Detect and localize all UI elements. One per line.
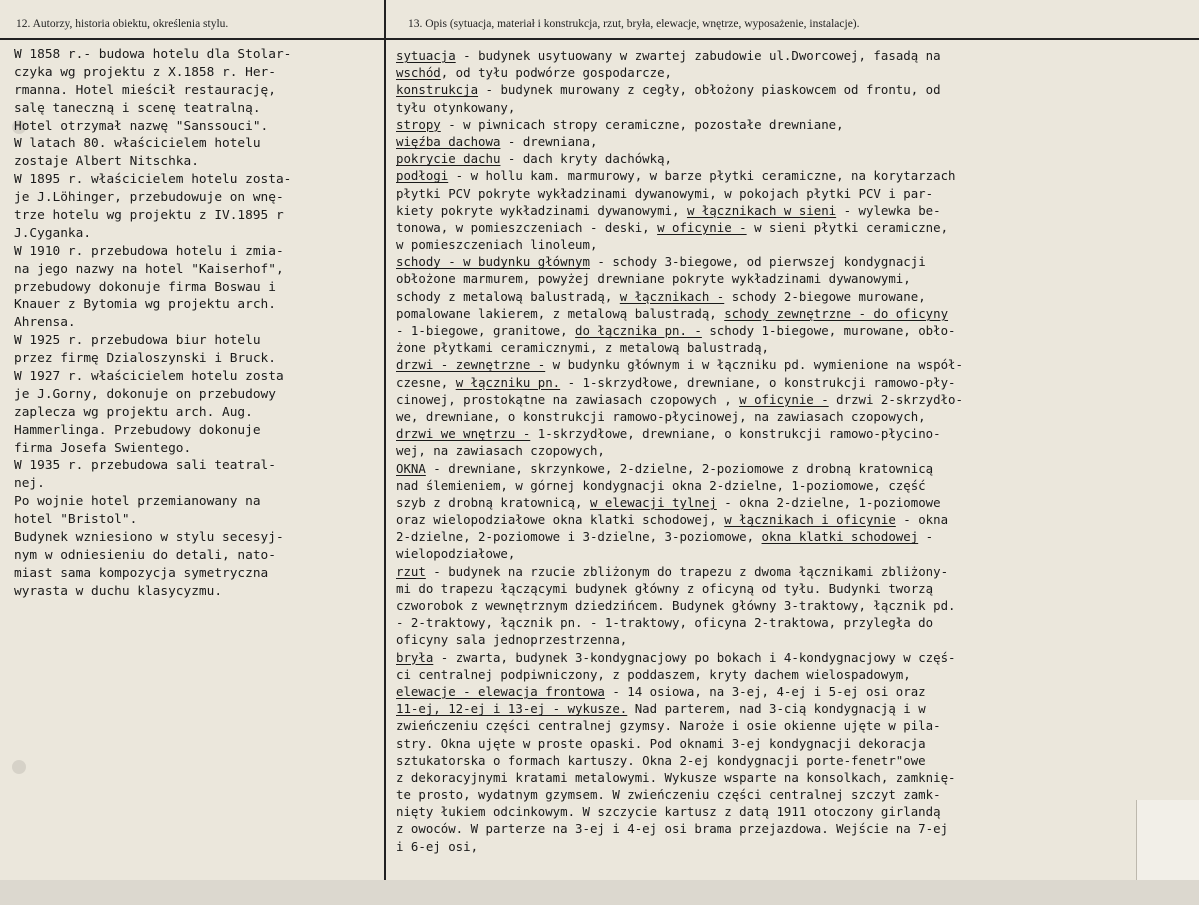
history-line: J.Cyganka. xyxy=(14,225,92,241)
description-text: - okna xyxy=(895,512,949,528)
description-text: - dach kryty dachówką, xyxy=(500,151,673,167)
description-line xyxy=(396,442,1176,459)
underlined-term: w elewacji tylnej xyxy=(589,494,717,510)
description-text: - 14 osiowa, na 3-ej, 4-ej i 5-ej osi oraz xyxy=(604,683,926,699)
history-line: zaplecza wg projektu arch. Aug. xyxy=(14,404,253,420)
description-text: i 6-ej osi, xyxy=(396,838,479,854)
underlined-term: sytuacja xyxy=(396,48,456,63)
history-line: trze hotelu wg projektu z IV.1895 r xyxy=(14,208,284,224)
underlined-term: w łącznikach w sieni xyxy=(686,202,837,218)
history-line: hotel "Bristol". xyxy=(14,512,138,528)
description-line xyxy=(396,563,1176,580)
description-line xyxy=(396,391,1176,408)
underlined-term: 11-ej, 12-ej i 13-ej - wykusze. xyxy=(396,701,628,717)
underlined-term: OKNA xyxy=(396,460,426,476)
description-line xyxy=(396,356,1176,373)
description-text: - 2-traktowy, łącznik pn. - 1-traktowy, oficyna 2-traktowa, przyległa do xyxy=(396,615,934,631)
underlined-term: w łącznikach i oficynie xyxy=(724,512,896,528)
description-text: szyb z drobną kratownicą, xyxy=(396,494,590,510)
description-line xyxy=(396,717,1176,734)
history-line: W 1927 r. właścicielem hotelu zosta xyxy=(14,369,284,385)
history-line: miast sama kompozycja symetryczna xyxy=(14,565,269,581)
description-text: tyłu otynkowany, xyxy=(396,99,516,115)
description-text: - drewniane, skrzynkowe, 2-dzielne, 2-poziomowe z drobną kratownicą xyxy=(425,460,934,476)
underlined-term: elewacje - elewacja frontowa xyxy=(396,683,605,699)
description-line xyxy=(396,614,1176,631)
underlined-term: w oficynie - xyxy=(657,219,747,235)
history-line: Knauer z Bytomia wg projektu arch. xyxy=(14,297,276,313)
description-text: w budynku głównym i w łączniku pd. wymienione na współ- xyxy=(545,357,963,373)
description-text: schody 2-biegowe murowane, xyxy=(724,288,926,304)
description-line xyxy=(396,270,1176,287)
description-line xyxy=(396,580,1176,597)
description-line xyxy=(396,253,1176,270)
description-text: płytki PCV pokryte wykładzinami dywanowymi, w pokojach płytki PCV i par- xyxy=(396,185,934,201)
underlined-term: okna klatki schodowej xyxy=(761,529,919,545)
description-text: we, drewniane, o konstrukcji ramowo-płycinowej, na zawiasach czopowych, xyxy=(396,408,926,424)
description-line xyxy=(396,528,1176,545)
history-line: je J.Löhinger, przebudowuje on wnę- xyxy=(14,190,284,206)
description-text: tonowa, w pomieszczeniach - deski, xyxy=(396,219,658,235)
underlined-term: w łącznikach - xyxy=(619,288,725,304)
history-line: W latach 80. właścicielem hotelu xyxy=(14,136,261,152)
description-text: - schody 3-biegowe, od pierwszej kondygnacji xyxy=(589,254,926,270)
description-text: kiety pokryte wykładzinami dywanowymi, xyxy=(396,202,687,218)
underlined-term: drzwi - zewnętrzne - xyxy=(396,357,546,373)
description-line xyxy=(396,735,1176,752)
description-text: - drewniana, xyxy=(500,133,598,149)
history-line: zostaje Albert Nitschka. xyxy=(14,154,199,170)
underlined-term: konstrukcja xyxy=(396,82,479,98)
underlined-term: pokrycie dachu xyxy=(396,151,501,167)
description-line xyxy=(396,185,1176,202)
history-line: czyka wg projektu z X.1858 r. Her- xyxy=(14,64,276,80)
description-text: oficyny sala jednoprzestrzenna, xyxy=(396,632,628,648)
underlined-term: do łącznika pn. - xyxy=(575,323,702,338)
description-line xyxy=(396,322,1176,339)
description-text: nięty łukiem odcinkowym. W szczycie kartusz z datą 1911 otoczony girlandą xyxy=(396,804,941,820)
description-line xyxy=(396,700,1176,717)
underlined-term: rzut xyxy=(396,563,426,579)
history-line: je J.Gorny, dokonuje on przebudowy xyxy=(14,386,276,402)
underlined-term: bryła xyxy=(396,649,434,665)
underlined-term: schody zewnętrzne - do oficyny xyxy=(724,305,949,321)
description-line xyxy=(396,133,1176,150)
paper-edge xyxy=(0,880,1199,905)
description-line xyxy=(396,64,1176,81)
description-text: - w hollu kam. marmurowy, w barze płytki ceramiczne, na korytarzach xyxy=(448,168,956,184)
description-text: w pomieszczeniach linoleum, xyxy=(396,237,598,253)
description-line xyxy=(396,494,1176,511)
description-line xyxy=(396,202,1176,219)
description-text: - wylewka be- xyxy=(836,202,941,218)
description-text: - zwarta, budynek 3-kondygnacjowy po bokach i 4-kondygnacjowy w częś- xyxy=(433,649,956,665)
history-line: nej. xyxy=(14,476,45,492)
underlined-term: drzwi we wnętrzu - xyxy=(396,426,531,442)
binder-hole xyxy=(12,760,26,774)
history-line: W 1925 r. przebudowa biur hotelu xyxy=(14,333,261,349)
history-line: firma Josefa Swientego. xyxy=(14,440,192,456)
description-line xyxy=(396,631,1176,648)
column-divider xyxy=(384,0,386,905)
description-text: 2-dzielne, 2-poziomowe i 3-dzielne, 3-poziomowe, xyxy=(396,529,762,545)
description-text: , od tyłu podwórze gospodarcze, xyxy=(440,65,673,81)
history-line: przebudowy dokonuje firma Boswau i xyxy=(14,279,276,295)
description-line xyxy=(396,236,1176,253)
description-line xyxy=(396,288,1176,305)
description-line xyxy=(396,649,1176,666)
description-text: oraz wielopodziałowe okna klatki schodowej, xyxy=(396,512,725,528)
description-text: - w piwnicach stropy ceramiczne, pozostałe drewniane, xyxy=(440,116,844,132)
underlined-term: wschód xyxy=(396,65,441,81)
header-rule xyxy=(0,38,1199,40)
history-line: wyrasta w duchu klasycyzmu. xyxy=(14,583,223,599)
description-text: w sieni płytki ceramiczne, xyxy=(746,219,949,235)
description-line xyxy=(396,786,1176,803)
description-line xyxy=(396,167,1176,184)
history-line: na jego nazwy na hotel "Kaiserhof", xyxy=(14,261,284,277)
description-line xyxy=(396,460,1176,477)
description-text: cinowej, prostokątne na zawiasach czopowych , xyxy=(396,391,740,407)
underlined-term: więźba dachowa xyxy=(396,133,501,149)
underlined-term: podłogi xyxy=(396,168,449,184)
description-text: z dekoracyjnymi kratami metalowymi. Wykusze wsparte na konsolkach, zamknię- xyxy=(396,769,956,785)
description-text: drzwi 2-skrzydło- xyxy=(828,391,963,407)
description-line xyxy=(396,752,1176,769)
description-text: - okna 2-dzielne, 1-poziomowe xyxy=(716,494,941,510)
underlined-term: w łączniku pn. xyxy=(455,374,561,390)
underlined-term: w oficynie - xyxy=(739,391,829,407)
description-column xyxy=(396,47,1176,855)
history-line: przez firmę Dzialoszynski i Bruck. xyxy=(14,351,276,367)
section-13-header: 13. Opis (sytuacja, materiał i konstrukcja, rzut, bryła, elewacje, wnętrze, wyposażenie, instalacje). xyxy=(408,18,860,30)
description-text: ci centralnej podpiwniczony, z poddaszem, kryty dachem wielospadowym, xyxy=(396,666,911,682)
description-text: sztukatorska o formach kartuszy. Okna 2-ej kondygnacji porte-fenetr"owe xyxy=(396,752,926,768)
description-text: - budynek murowany z cegły, obłożony piaskowcem od frontu, od xyxy=(478,82,941,98)
description-line xyxy=(396,374,1176,391)
description-line xyxy=(396,511,1176,528)
description-line xyxy=(396,99,1176,116)
description-text: Nad parterem, nad 3-cią kondygnacją i w xyxy=(627,701,926,717)
description-text: schody z metalową balustradą, xyxy=(396,288,620,304)
description-text: mi do trapezu łączącymi budynek główny z oficyną od tyłu. Budynki tworzą xyxy=(396,580,934,596)
description-text: - 1-skrzydłowe, drewniane, o konstrukcji ramowo-pły- xyxy=(560,374,956,390)
description-line xyxy=(396,425,1176,442)
description-line xyxy=(396,545,1176,562)
description-text: z owoców. W parterze na 3-ej i 4-ej osi brama przejazdowa. Wejście na 7-ej xyxy=(396,821,949,837)
history-line: W 1895 r. właścicielem hotelu zosta- xyxy=(14,172,292,188)
description-line xyxy=(396,408,1176,425)
history-line: Hammerlinga. Przebudowy dokonuje xyxy=(14,422,261,438)
description-text: - 1-biegowe, granitowe, xyxy=(396,323,576,338)
history-line: rmanna. Hotel mieścił restaurację, xyxy=(14,82,276,98)
history-line: W 1858 r.- budowa hotelu dla Stolar- xyxy=(14,47,292,62)
description-line xyxy=(396,666,1176,683)
description-text: - budynek na rzucie zbliżonym do trapezu z dwoma łącznikami zbliżony- xyxy=(425,563,949,579)
description-text: 1-skrzydłowe, drewniane, o konstrukcji ramowo-płycino- xyxy=(530,426,941,442)
description-line xyxy=(396,116,1176,133)
description-line xyxy=(396,803,1176,820)
description-line xyxy=(396,339,1176,356)
history-line: W 1910 r. przebudowa hotelu i zmia- xyxy=(14,243,284,259)
description-line xyxy=(396,683,1176,700)
section-12-header: 12. Autorzy, historia obiektu, określenia stylu. xyxy=(16,18,229,30)
description-text: zwieńczeniu części centralnej gzymsy. Naroże i osie okienne ujęte w pila- xyxy=(396,718,941,734)
history-line: nym w odniesieniu do detali, nato- xyxy=(14,547,276,563)
history-line: Ahrensa. xyxy=(14,315,76,331)
description-text: obłożone marmurem, powyżej drewniane pokryte wykładzinami dywanowymi, xyxy=(396,271,911,287)
description-text: wej, na zawiasach czopowych, xyxy=(396,443,605,459)
history-line: Po wojnie hotel przemianowany na xyxy=(14,494,261,510)
description-line xyxy=(396,597,1176,614)
description-line xyxy=(396,820,1176,837)
description-line xyxy=(396,305,1176,322)
underlined-term: stropy xyxy=(396,116,441,132)
history-line: Budynek wzniesiono w stylu secesyj- xyxy=(14,530,284,546)
description-text: pomalowane lakierem, z metalową balustradą, xyxy=(396,305,725,321)
description-line xyxy=(396,150,1176,167)
description-text: - xyxy=(918,529,934,545)
underlined-term: schody - w budynku głównym xyxy=(396,254,590,270)
history-line: W 1935 r. przebudowa sali teatral- xyxy=(14,458,276,474)
description-text: czworobok z wewnętrznym dziedzińcem. Budynek główny 3-traktowy, łącznik pd. xyxy=(396,598,956,613)
description-text: wielopodziałowe, xyxy=(396,546,516,562)
history-column xyxy=(14,46,380,601)
description-text: nad ślemieniem, w górnej kondygnacji okna 2-dzielne, 1-poziomowe, część xyxy=(396,477,926,493)
description-line xyxy=(396,47,1176,64)
description-line xyxy=(396,838,1176,855)
description-line xyxy=(396,769,1176,786)
description-text: te prosto, wydatnym gzymsem. W zwieńczeniu części centralnej szczyt zamk- xyxy=(396,787,941,803)
description-text: schody 1-biegowe, murowane, obło- xyxy=(701,323,956,338)
description-text: czesne, xyxy=(396,374,456,390)
description-text: - budynek usytuowany w zwartej zabudowie ul.Dworcowej, fasadą na xyxy=(455,48,941,63)
description-line xyxy=(396,477,1176,494)
description-text: stry. Okna ujęte w proste opaski. Pod oknami 3-ej kondygnacji dekoracja xyxy=(396,735,926,751)
history-line: Hotel otrzymał nazwę "Sanssouci". xyxy=(14,118,269,134)
description-line xyxy=(396,81,1176,98)
description-text: żone płytkami ceramicznymi, z metalową balustradą, xyxy=(396,340,769,356)
history-line: salę taneczną i scenę teatralną. xyxy=(14,100,261,116)
description-line xyxy=(396,219,1176,236)
